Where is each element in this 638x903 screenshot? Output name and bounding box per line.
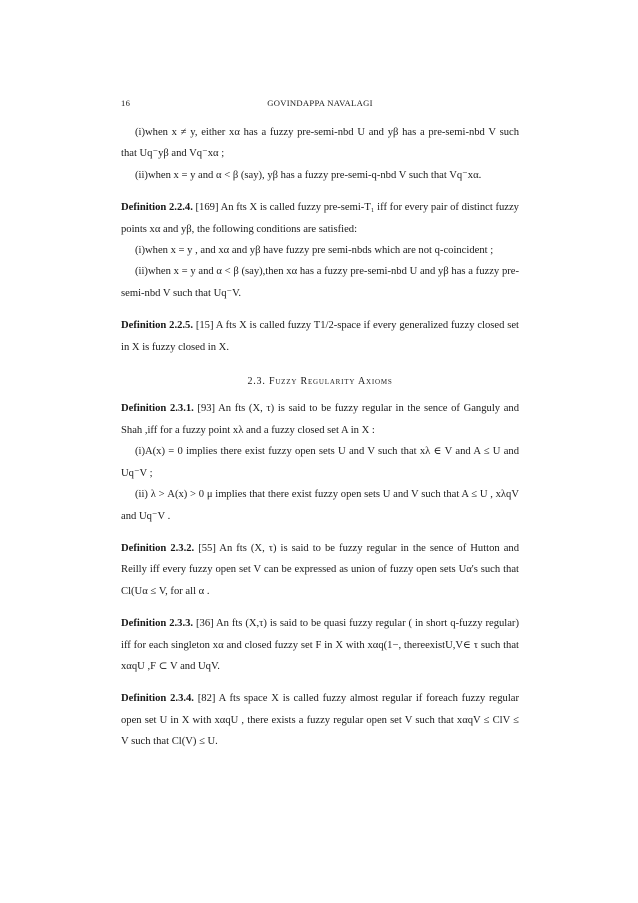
page-body [121, 122, 519, 753]
running-head: GOVINDAPPA NAVALAGI [267, 98, 373, 108]
definition-text: [55] An fts (X, τ) is said to be fuzzy regular in the sence of Hutton and Reilly iff every fuzzy open set V can be expressed as union of fuzzy open sets Uα's such that Cl(Uα ≤ V, for all α . [121, 542, 519, 597]
definition-label: Definition 2.3.4. [121, 693, 194, 705]
definition-2-3-2 [121, 538, 519, 602]
paragraph-condition-i: (i)when x ≠ y, either xα has a fuzzy pre-semi-nbd U and yβ has a pre-semi-nbd V such that Uq⁻yβ and Vq⁻xα ; [121, 127, 519, 160]
paragraph-condition-i: (i)when x = y , and xα and yβ have fuzzy pre semi-nbds which are not q-coincident ; [135, 245, 494, 257]
definition-text: [82] A fts space X is called fuzzy almost regular if foreach fuzzy regular open set U in X with xαqU , there exists a fuzzy regular open set V such that xαqV ≤ ClV ≤ V such that Cl(V) ≤ U. [121, 693, 519, 748]
definition-2-3-3 [121, 613, 519, 677]
definition-text: [169] An fts X is called fuzzy pre-semi-T₁ iff for every pair of distinct fuzzy points xα and yβ, the following conditions are satisfied: [121, 202, 519, 235]
definition-2-2-4 [121, 197, 519, 240]
definition-text: [15] A fts X is called fuzzy T1/2-space if every generalized fuzzy closed set in X is fuzzy closed in X. [121, 320, 519, 353]
definition-label: Definition 2.3.3. [121, 618, 194, 630]
definition-2-2-5 [121, 315, 519, 358]
definition-label: Definition 2.2.5. [121, 320, 193, 332]
definition-2-3-1 [121, 398, 519, 441]
paragraph-condition-i: (i)A(x) = 0 implies there exist fuzzy open sets U and V such that xλ ∈ V and A ≤ U and Uq⁻V ; [121, 446, 519, 479]
definition-text: [93] An fts (X, τ) is said to be fuzzy regular in the sence of Ganguly and Shah ,iff for a fuzzy point xλ and a fuzzy closed set A in X : [121, 403, 519, 436]
definition-2-3-4 [121, 688, 519, 752]
section-title: Fuzzy Regularity Axioms [268, 376, 393, 388]
paragraph-condition-ii: (ii)when x = y and α < β (say),then xα has a fuzzy pre-semi-nbd U and yβ has a fuzzy pre-semi-nbd V such that Uq⁻V. [121, 266, 519, 299]
definition-text: [36] An fts (X,τ) is said to be quasi fuzzy regular ( in short q-fuzzy regular) iff for each singleton xα and closed fuzzy set F in X with xαq(1−, thereexistU,V∈ τ such that xαqU ,F ⊂ V and UqV. [121, 618, 519, 672]
definition-label: Definition 2.3.1. [121, 403, 194, 415]
paragraph-condition-ii: (ii) λ > A(x) > 0 μ implies that there exist fuzzy open sets U and V such that A ≤ U , xλqV and Uq⁻V . [121, 489, 519, 522]
section-number: 2.3. [247, 376, 266, 388]
page-number: 16 [121, 98, 131, 108]
section-heading [121, 371, 519, 392]
definition-label: Definition 2.2.4. [121, 202, 193, 214]
definition-label: Definition 2.3.2. [121, 542, 195, 554]
paragraph-condition-ii: (ii)when x = y and α < β (say), yβ has a fuzzy pre-semi-q-nbd V such that Vq⁻xα. [135, 169, 482, 181]
